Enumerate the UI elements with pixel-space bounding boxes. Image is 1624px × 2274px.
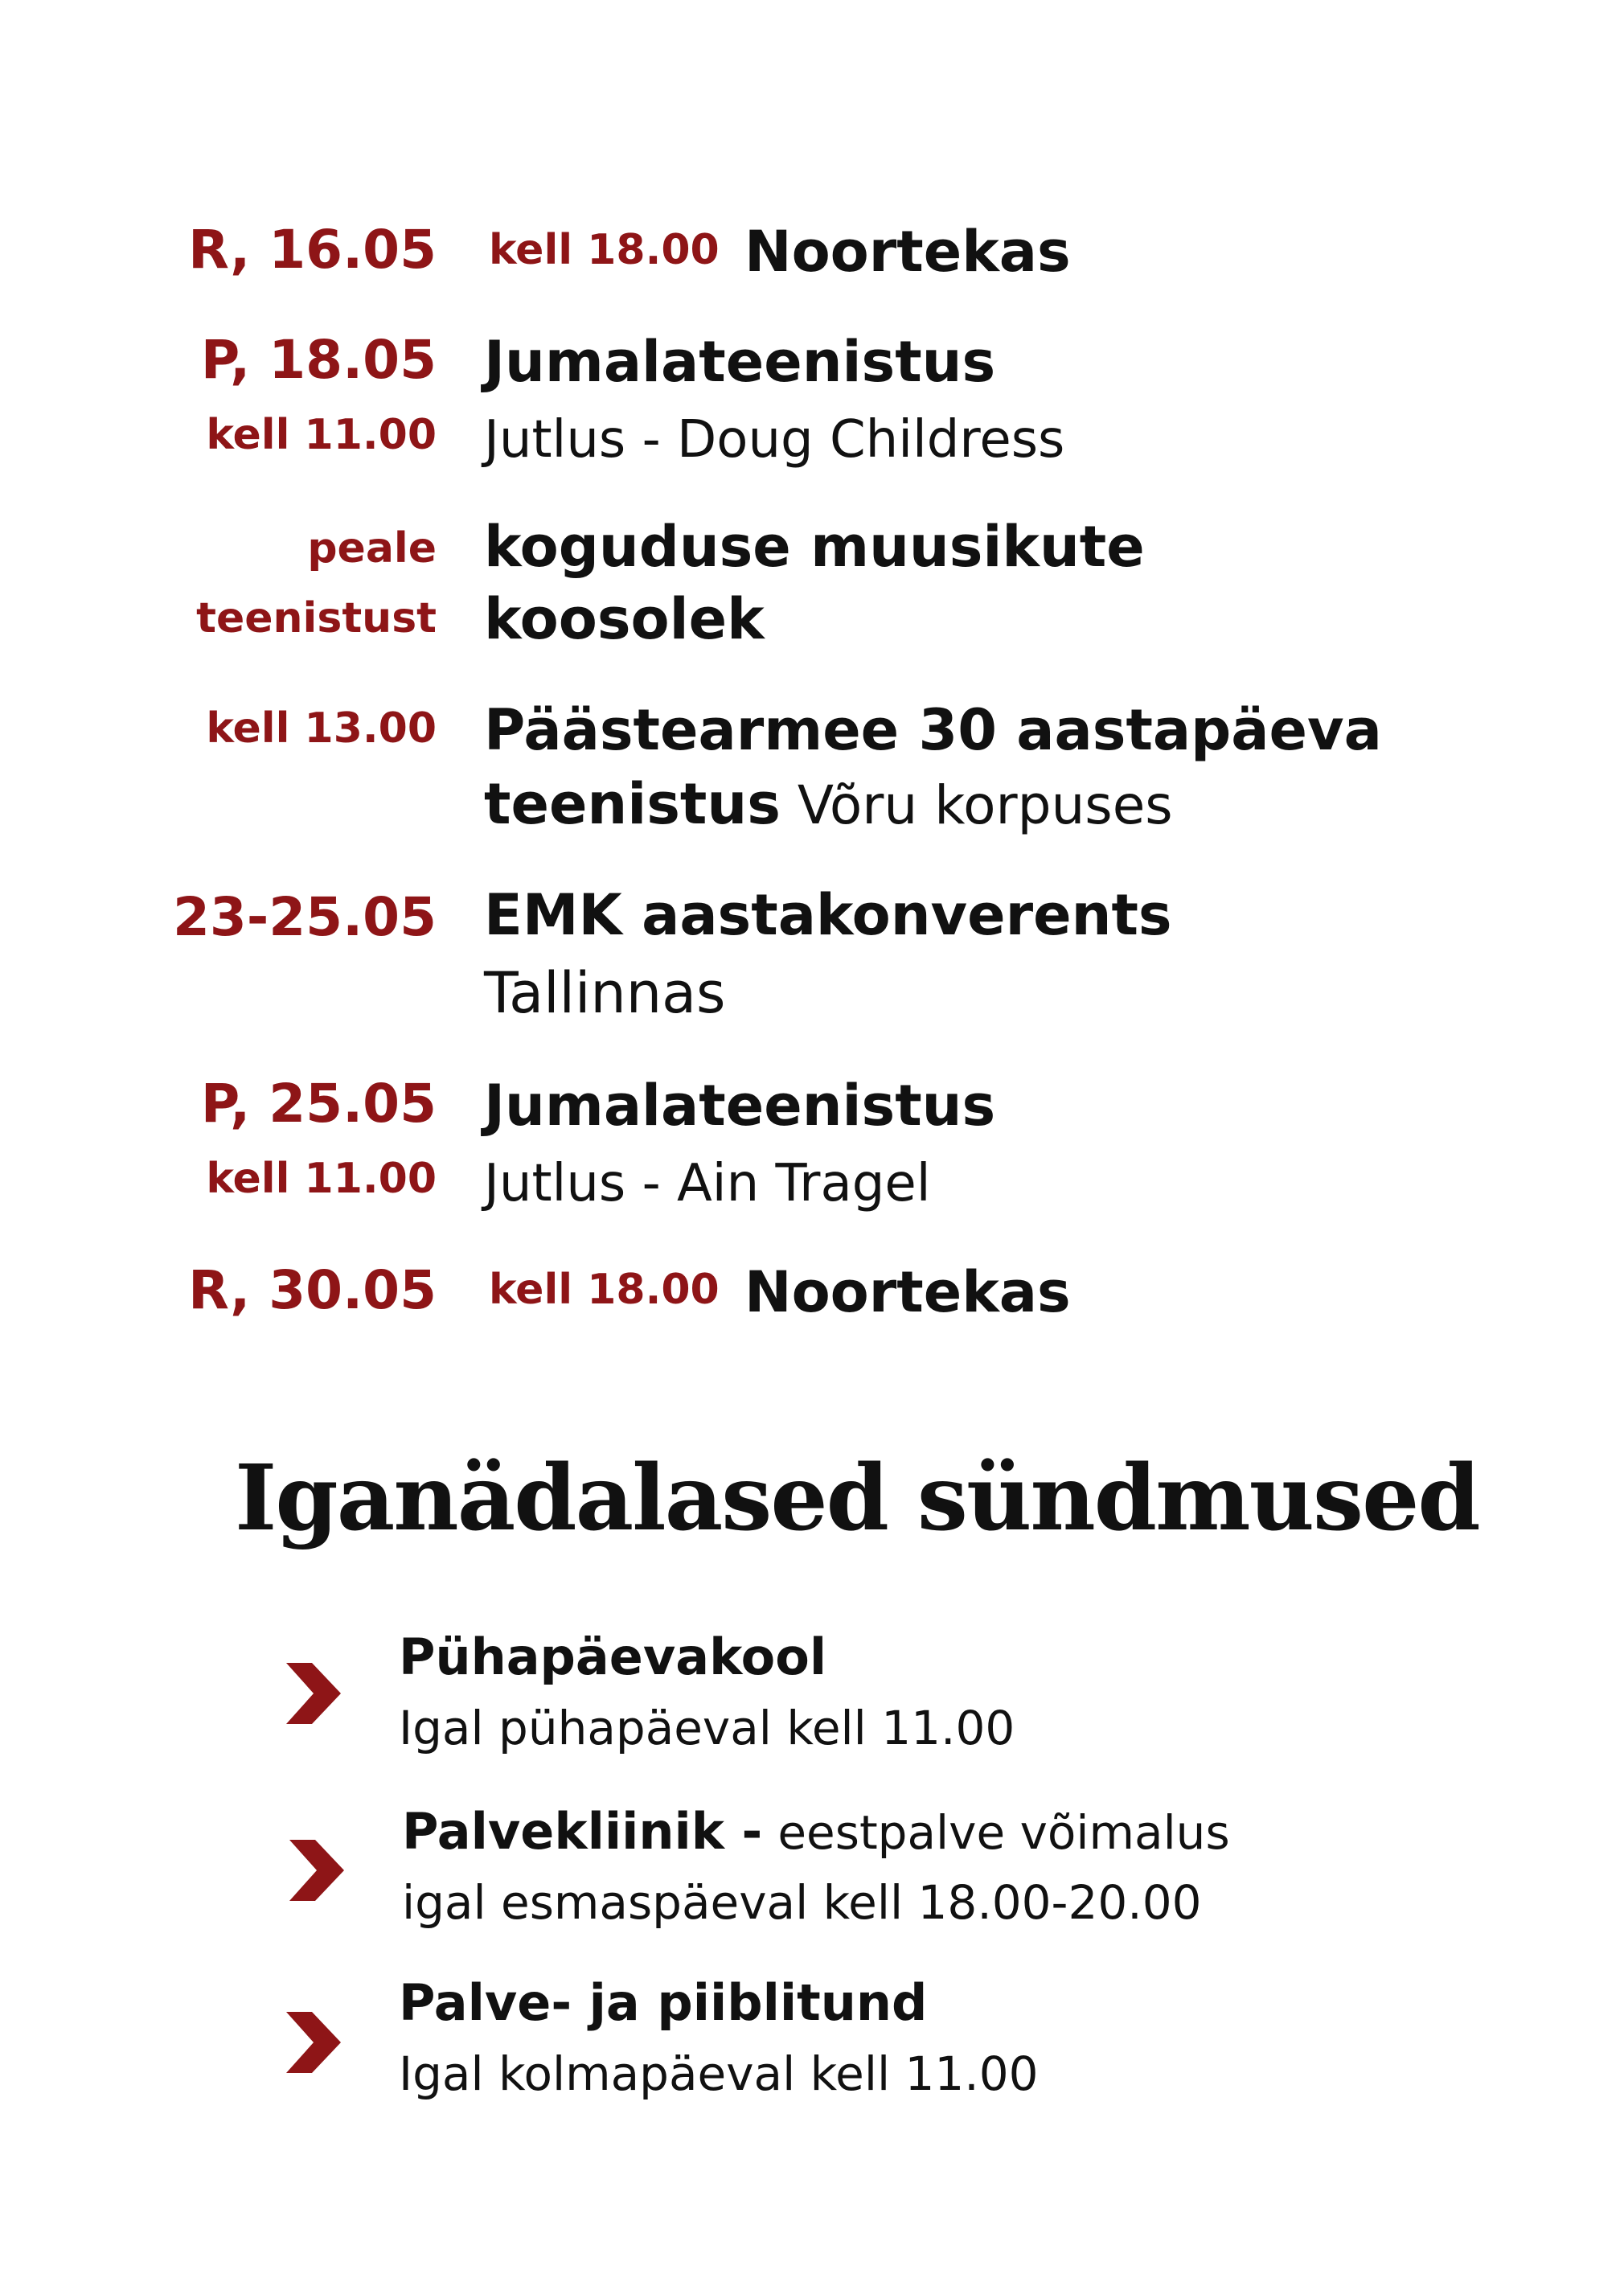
weekly-item-2-name-suffix: eestpalve võimalus bbox=[777, 1805, 1230, 1860]
event-3-time-line1: peale bbox=[307, 524, 437, 573]
event-4-title-bold: teenistus bbox=[484, 771, 781, 837]
event-6-title: Jumalateenistus bbox=[484, 1073, 996, 1139]
event-1-time: kell 18.00 bbox=[489, 226, 720, 274]
event-5-detail: Tallinnas bbox=[484, 960, 726, 1026]
weekly-item-3-name: Palve- ja piiblitund bbox=[399, 1973, 928, 2032]
event-6-time: kell 11.00 bbox=[206, 1155, 437, 1203]
event-4-title-line1: Päästearmee 30 aastapäeva bbox=[484, 697, 1382, 763]
event-4-time: kell 13.00 bbox=[206, 704, 437, 753]
event-5-date: 23-25.05 bbox=[172, 886, 437, 948]
event-4-location: Võru korpuses bbox=[780, 774, 1173, 836]
event-2-time: kell 11.00 bbox=[206, 411, 437, 459]
event-3-time-line2: teenistust bbox=[196, 594, 437, 642]
event-2-detail: Jutlus - Doug Childress bbox=[484, 410, 1065, 470]
weekly-item-2-name-line bbox=[402, 1802, 1230, 1861]
event-7-title: Noortekas bbox=[744, 1259, 1071, 1325]
event-1-date: R, 16.05 bbox=[188, 219, 437, 281]
event-4-title-line2 bbox=[484, 771, 1173, 837]
event-5-title: EMK aastakonverents bbox=[484, 882, 1172, 948]
weekly-item-1-desc: Igal pühapäeval kell 11.00 bbox=[399, 1701, 1015, 1755]
event-3-title-line1: koguduse muusikute bbox=[484, 514, 1145, 580]
event-2-title: Jumalateenistus bbox=[484, 329, 996, 395]
event-7-date: R, 30.05 bbox=[188, 1259, 437, 1321]
chevron-right-icon bbox=[283, 1661, 344, 1726]
chevron-right-icon bbox=[286, 1838, 347, 1903]
weekly-heading: Iganädalased sündmused bbox=[235, 1446, 1479, 1551]
weekly-item-1-name: Pühapäevakool bbox=[399, 1628, 827, 1686]
event-7-time: kell 18.00 bbox=[489, 1266, 720, 1314]
event-2-date: P, 18.05 bbox=[200, 329, 437, 391]
weekly-item-2-desc: igal esmaspäeval kell 18.00-20.00 bbox=[402, 1875, 1202, 1930]
event-3-title-line2: koosolek bbox=[484, 586, 765, 652]
event-6-date: P, 25.05 bbox=[200, 1073, 437, 1135]
event-6-detail: Jutlus - Ain Tragel bbox=[484, 1154, 931, 1213]
event-1-title: Noortekas bbox=[744, 219, 1071, 285]
weekly-item-2-name: Palvekliinik - bbox=[402, 1802, 763, 1861]
chevron-right-icon bbox=[283, 2010, 344, 2075]
weekly-item-3-desc: Igal kolmapäeval kell 11.00 bbox=[399, 2046, 1039, 2101]
